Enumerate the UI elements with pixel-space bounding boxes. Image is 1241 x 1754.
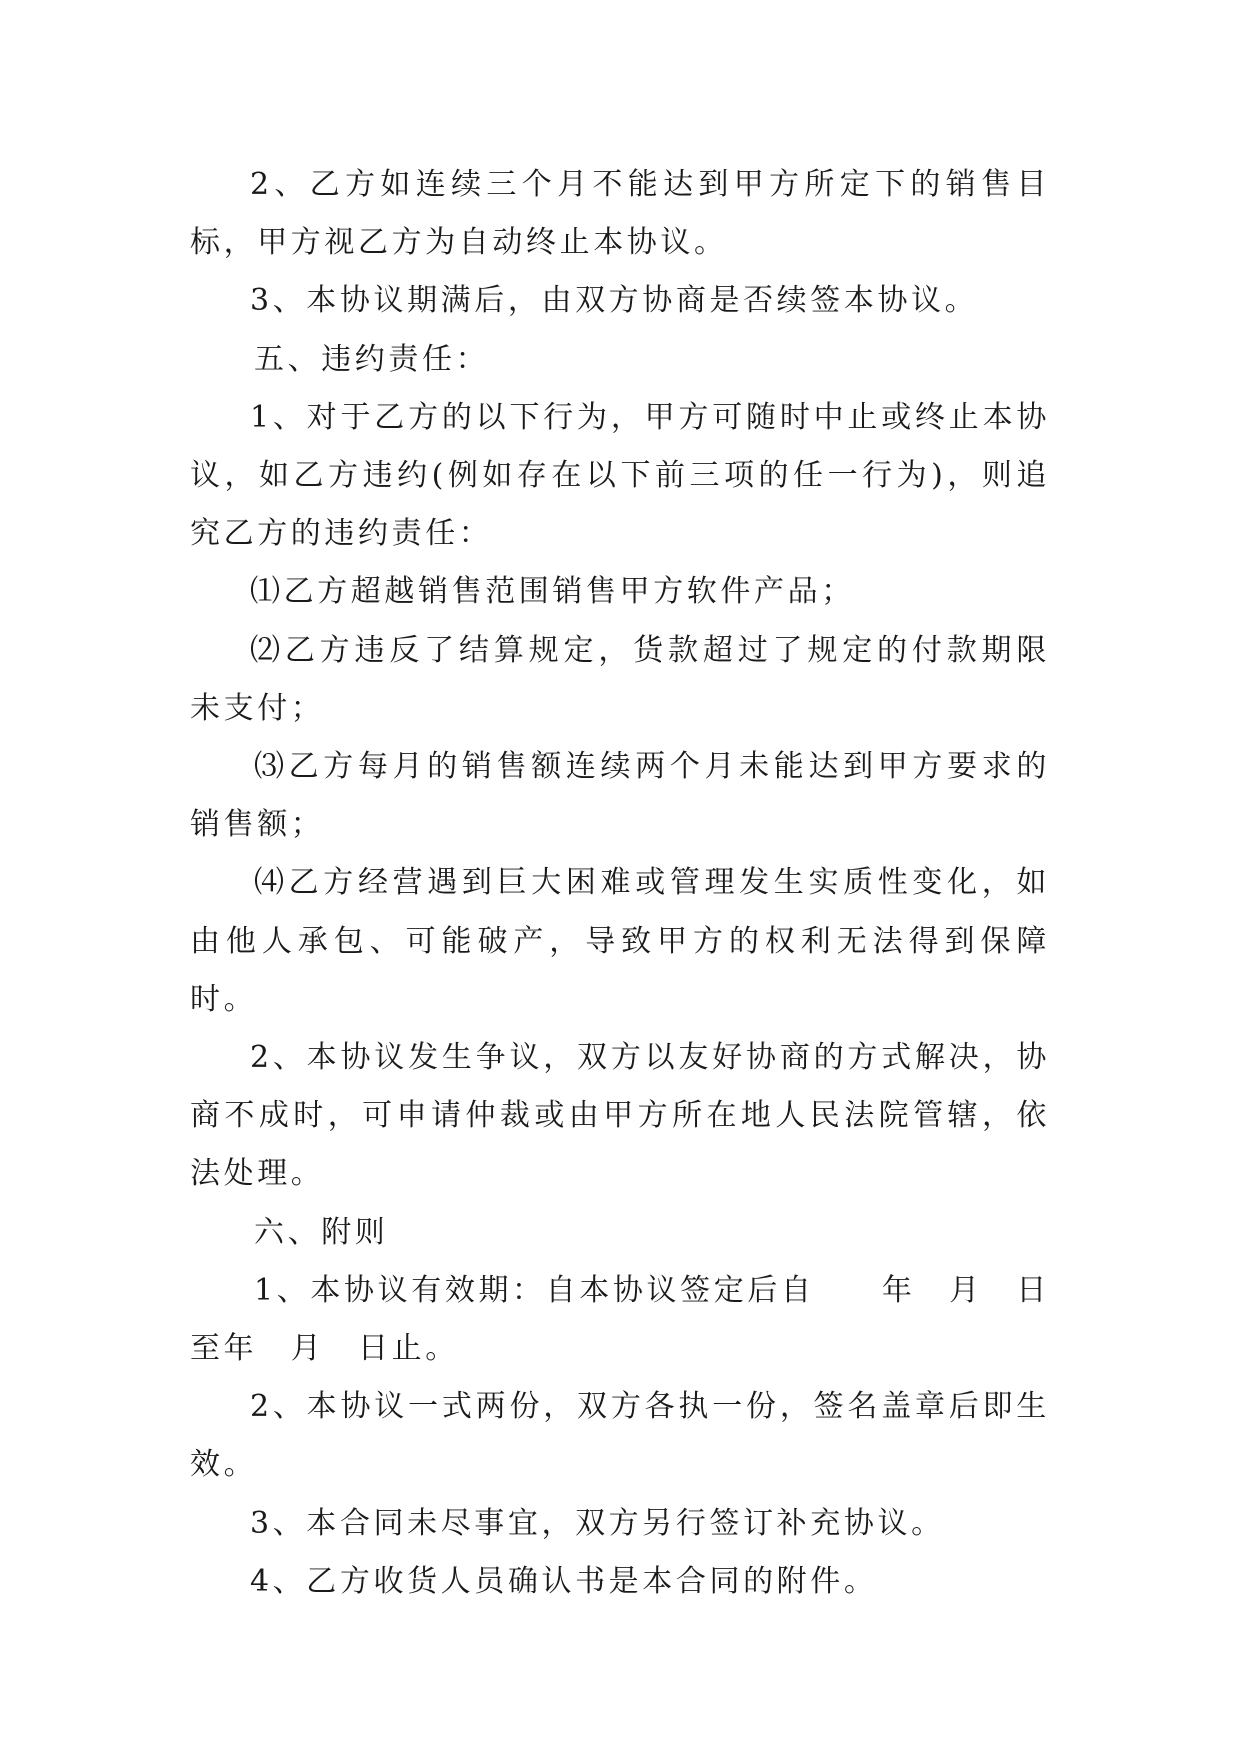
clause-6-2: 2、本协议一式两份，双方各执一份，签名盖章后即生效。: [190, 1389, 1050, 1483]
clause-4-2: 2、乙方如连续三个月不能达到甲方所定下的销售目标，甲方视乙方为自动终止本协议。: [190, 167, 1050, 261]
clause-4-3: 3、本协议期满后，由双方协商是否续签本协议。: [250, 283, 979, 319]
clause-5-1-item-4: ⑷乙方经营遇到巨大困难或管理发生实质性变化，如由他人承包、可能破产，导致甲方的权利无法得到保障时。: [190, 865, 1050, 1017]
section-heading-supplementary: 六、附则: [254, 1214, 389, 1250]
clause-5-2: 2、本协议发生争议，双方以友好协商的方式解决，协商不成时，可申请仲裁或由甲方所在地人民法院管辖，依法处理。: [190, 1040, 1050, 1192]
clause-5-1-item-1: ⑴乙方超越销售范围销售甲方软件产品；: [250, 574, 855, 610]
clause-6-4: 4、乙方收货人员确认书是本合同的附件。: [250, 1563, 878, 1599]
clause-5-1: 1、对于乙方的以下行为，甲方可随时中止或终止本协议，如乙方违约(例如存在以下前三项的任一行为)，则追究乙方的违约责任：: [190, 399, 1050, 552]
document-body: [190, 156, 1050, 1611]
clause-6-1: 1、本协议有效期：自本协议签定后自 年 月 日至年 月 日止。: [190, 1272, 1050, 1367]
clause-5-1-item-3: ⑶乙方每月的销售额连续两个月未能达到甲方要求的销售额；: [190, 749, 1050, 843]
clause-6-3: 3、本合同未尽事宜，双方另行签订补充协议。: [250, 1505, 945, 1541]
clause-5-1-item-2: ⑵乙方违反了结算规定，货款超过了规定的付款期限未支付；: [190, 632, 1050, 726]
section-heading-breach: 五、违约责任：: [254, 341, 490, 377]
